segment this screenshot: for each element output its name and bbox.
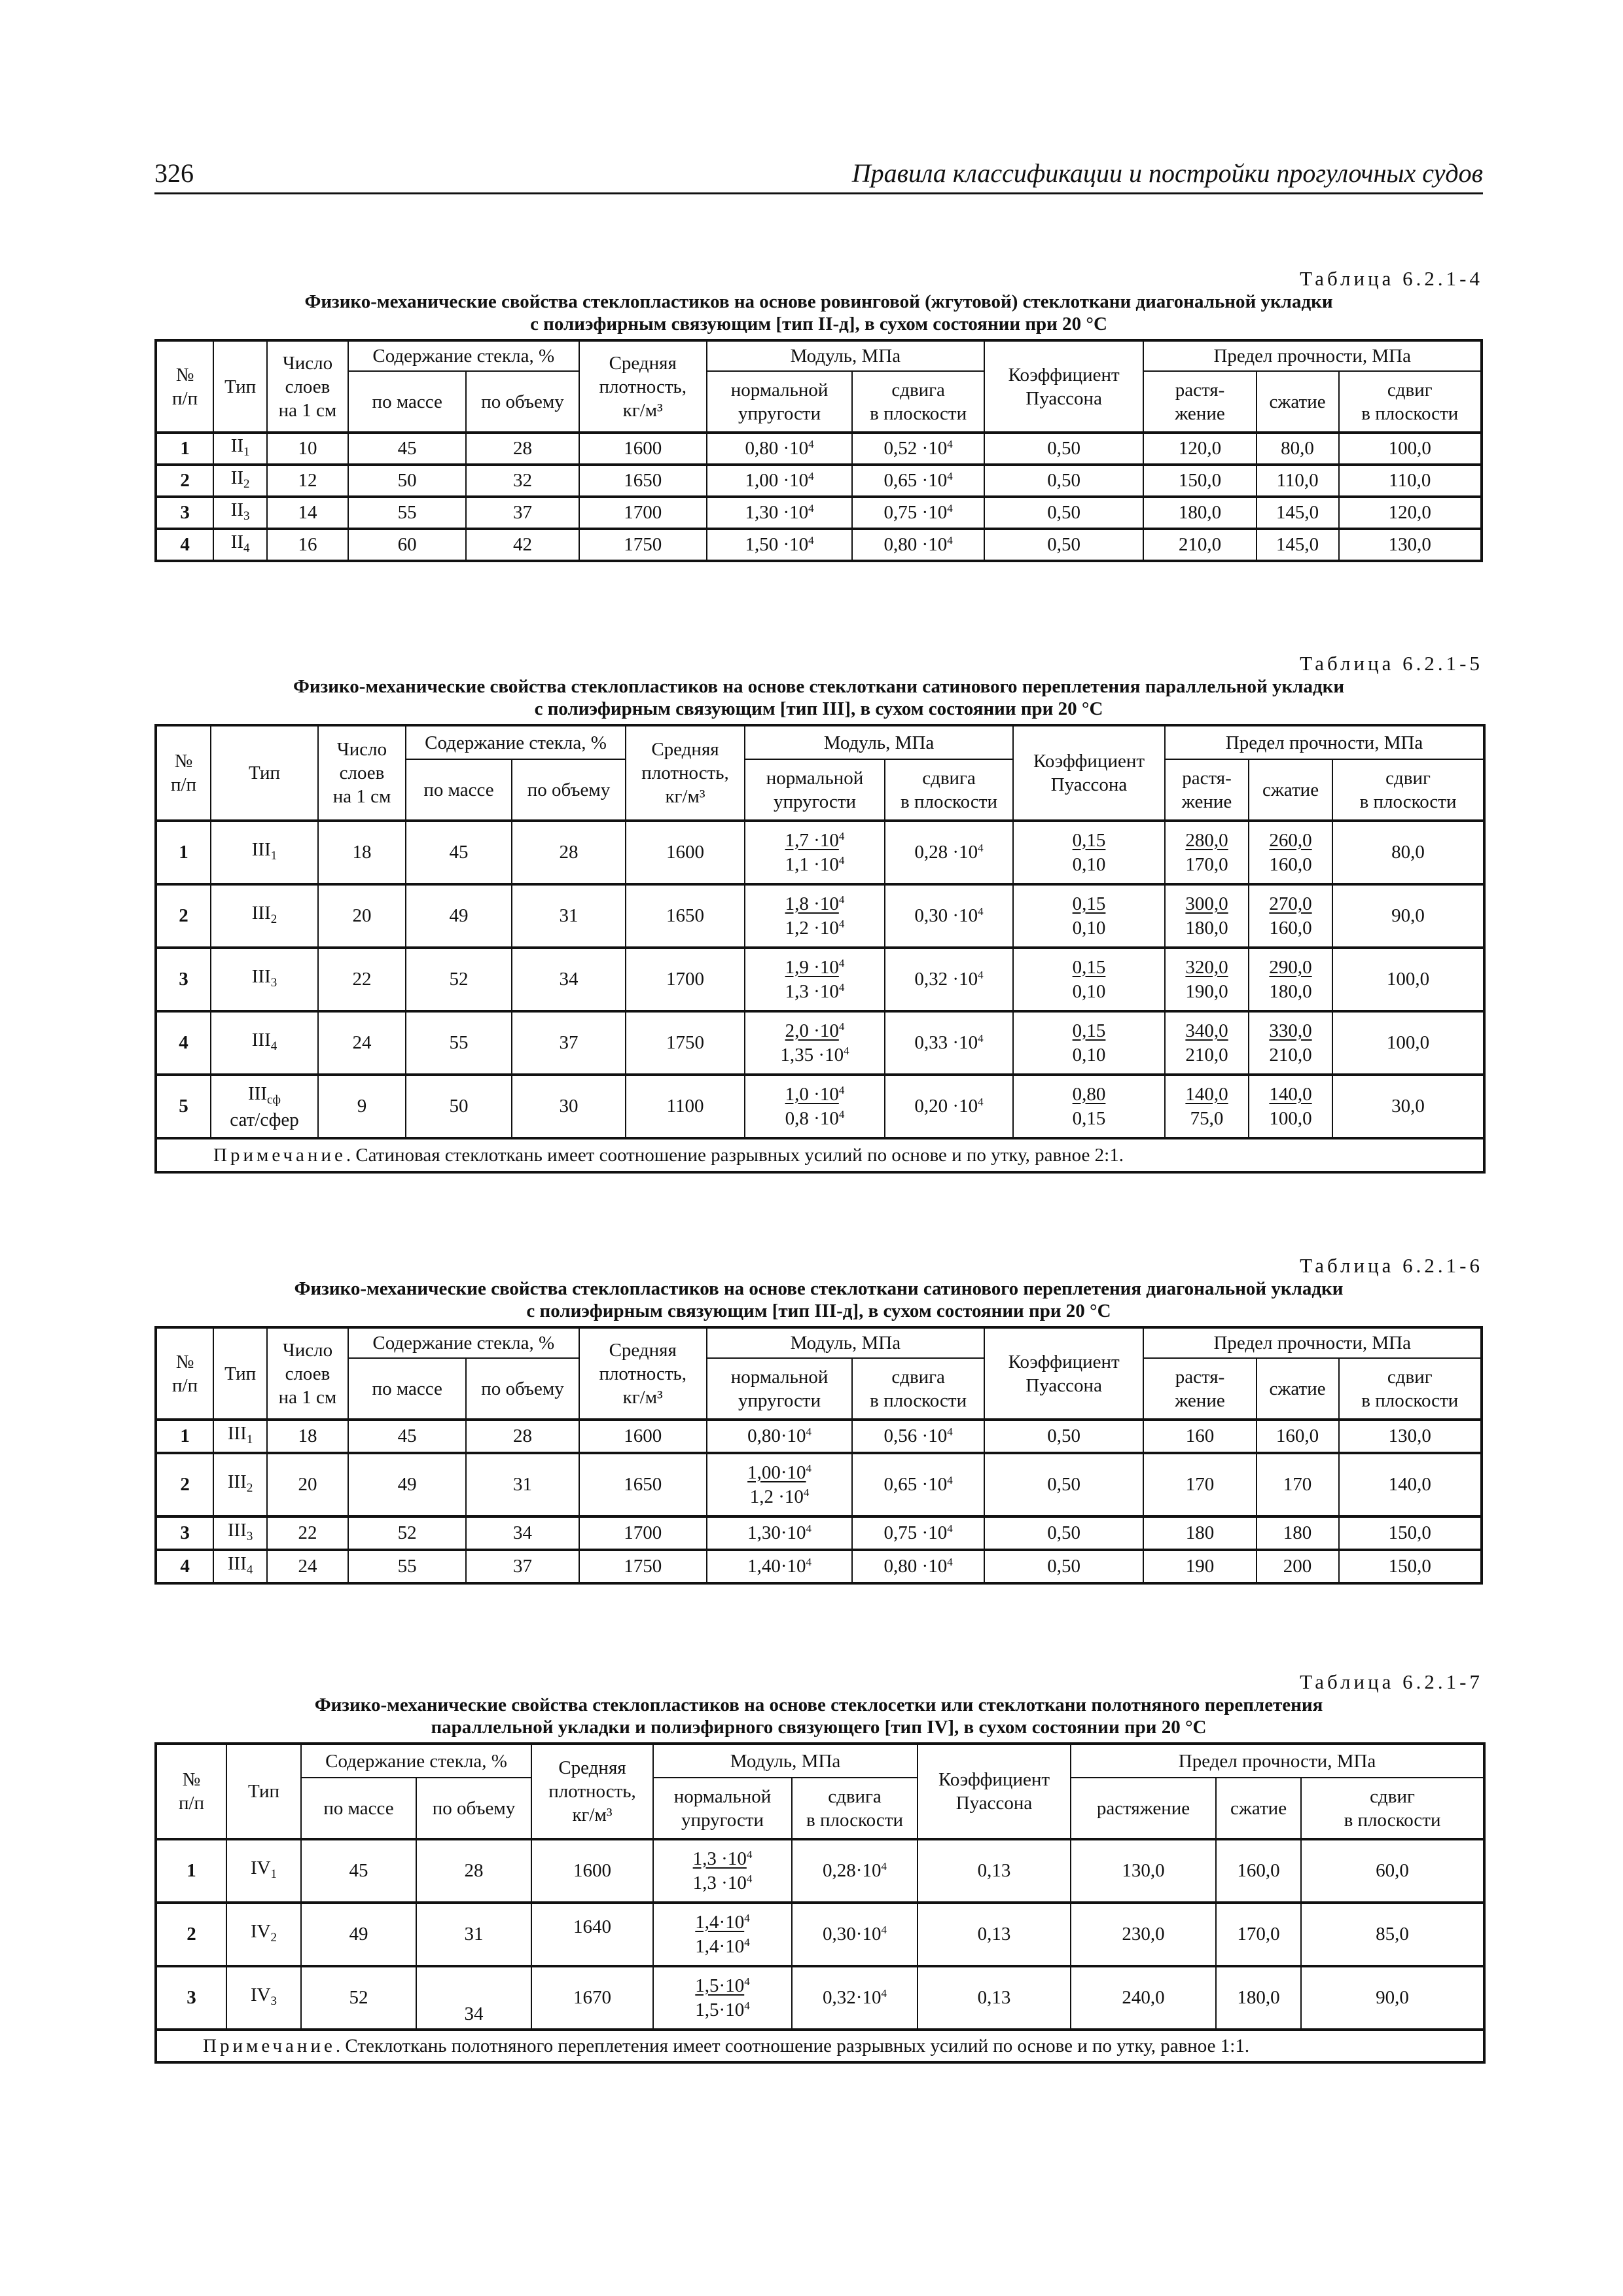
cell-normal-modulus: $1,5\cdot 10^4$ $1,5\cdot 10^4$ (653, 1966, 792, 2030)
cell-type: $IV_3$ (226, 1966, 301, 2030)
header-by-volume: по объему (512, 759, 626, 821)
cell-volume: 28 (512, 821, 626, 884)
header-no: № п/п (156, 1327, 213, 1420)
cell-type: $III_4$ (211, 1011, 318, 1075)
cell-mass: 49 (348, 1453, 467, 1516)
cell-density: 1750 (579, 529, 707, 561)
header-normal-modulus: нормальной упругости (745, 759, 885, 821)
header-poisson: Коэффициент Пуассона (1013, 725, 1165, 821)
cell-type: $II_1$ (213, 433, 267, 465)
cell-compression: $\frac{290,0}{180,0}$ (1249, 948, 1332, 1011)
cell-shear-modulus: $0,56 \cdot 10^4$ (852, 1420, 984, 1453)
cell-no: 1 (156, 821, 211, 884)
cell-volume: 31 (416, 1903, 531, 1966)
cell-tension: 130,0 (1071, 1839, 1216, 1903)
cell-shear-modulus: $0,65 \cdot 10^4$ (852, 465, 984, 497)
cell-shear-modulus: $0,30\cdot 10^4$ (792, 1903, 918, 1966)
cell-volume: 28 (466, 433, 579, 465)
header-shear-modulus: сдвига в плоскости (852, 1358, 984, 1420)
header-no: № п/п (156, 1744, 226, 1839)
cell-density: 1700 (579, 497, 707, 529)
header-modulus: Модуль, МПа (707, 1327, 984, 1358)
cell-no: 3 (156, 497, 213, 529)
header-shear-modulus: сдвига в плоскости (852, 371, 984, 433)
table-block-6-2-1-6 (154, 1254, 1483, 1585)
cell-no: 3 (156, 1966, 226, 2030)
cell-no: 4 (156, 1550, 213, 1583)
cell-shear-modulus: $0,32 \cdot 10^4$ (885, 948, 1013, 1011)
cell-inplane-shear: 100,0 (1339, 433, 1482, 465)
cell-mass: 45 (301, 1839, 416, 1903)
cell-tension: 190 (1143, 1550, 1256, 1583)
cell-volume: 28 (416, 1839, 531, 1903)
cell-density: 1600 (579, 433, 707, 465)
cell-compression: 170,0 (1216, 1903, 1301, 1966)
cell-type: $III_1$ (211, 821, 318, 884)
cell-compression: 200 (1257, 1550, 1339, 1583)
cell-compression: 170 (1257, 1453, 1339, 1516)
cell-compression: $\frac{260,0}{160,0}$ (1249, 821, 1332, 884)
cell-layers: 22 (267, 1516, 348, 1550)
cell-layers: 12 (267, 465, 348, 497)
cell-layers: 14 (267, 497, 348, 529)
cell-shear-modulus: $0,75 \cdot 10^4$ (852, 1516, 984, 1550)
header-no: № п/п (156, 340, 213, 433)
cell-volume: 28 (466, 1420, 579, 1453)
cell-compression: $\frac{330,0}{210,0}$ (1249, 1011, 1332, 1075)
cell-density: 1600 (531, 1839, 653, 1903)
cell-tension: 180 (1143, 1516, 1256, 1550)
cell-type: $III_4$ (213, 1550, 267, 1583)
cell-type: $III_1$ (213, 1420, 267, 1453)
cell-density: 1650 (579, 465, 707, 497)
cell-mass: 52 (406, 948, 512, 1011)
cell-tension: 150,0 (1143, 465, 1256, 497)
table-caption-line1: Физико-механические свойства стеклопластиков на основе ровинговой (жгутовой) стеклоткани диагональной укладки (304, 291, 1333, 312)
table-caption-line2: параллельной укладки и полиэфирного связующего [тип IV], в сухом состоянии при 20 °С (431, 1717, 1207, 1738)
cell-normal-modulus: $0,80 \cdot 10^4$ (707, 433, 853, 465)
table-caption-line1: Физико-механические свойства стеклопластиков на основе стеклоткани сатинового переплетения диагональной укладки (294, 1278, 1344, 1299)
table-note: Примечание. Сатиновая стеклоткань имеет соотношение разрывных усилий по основе и по утку, равное 2:1. (156, 1138, 1484, 1172)
cell-volume: 32 (466, 465, 579, 497)
table-row (156, 821, 1484, 884)
cell-no: 2 (156, 465, 213, 497)
header-inplane-shear: сдвиг в плоскости (1332, 759, 1484, 821)
cell-poisson: $\frac{0,80}{0,15}$ (1013, 1075, 1165, 1138)
page-header (154, 156, 1483, 194)
cell-compression: 180,0 (1216, 1966, 1301, 2030)
table-row (156, 1550, 1482, 1583)
cell-poisson: 0,50 (984, 1420, 1144, 1453)
cell-mass: 45 (406, 821, 512, 884)
table-caption-line2: с полиэфирным связующим [тип III-д], в сухом состоянии при 20 °С (526, 1300, 1111, 1321)
cell-inplane-shear: 30,0 (1332, 1075, 1484, 1138)
cell-poisson: 0,50 (984, 497, 1144, 529)
cell-density: 1670 (531, 1966, 653, 2030)
cell-tension: 240,0 (1071, 1966, 1216, 2030)
cell-density: 1600 (626, 821, 745, 884)
header-by-mass: по массе (301, 1778, 416, 1839)
cell-poisson: 0,13 (918, 1966, 1071, 2030)
cell-type: $III_3$ (211, 948, 318, 1011)
header-by-mass: по массе (406, 759, 512, 821)
cell-density: 1750 (579, 1550, 707, 1583)
header-density: Средняя плотность, кг/м³ (626, 725, 745, 821)
cell-inplane-shear: 150,0 (1339, 1550, 1482, 1583)
cell-type: $IV_2$ (226, 1903, 301, 1966)
data-table (154, 724, 1486, 1174)
table-block-6-2-1-7 (154, 1670, 1483, 2064)
header-poisson: Коэффициент Пуассона (918, 1744, 1071, 1839)
cell-shear-modulus: $0,52 \cdot 10^4$ (852, 433, 984, 465)
header-inplane-shear: сдвиг в плоскости (1339, 1358, 1482, 1420)
cell-mass: 55 (406, 1011, 512, 1075)
cell-poisson: $\frac{0,15}{0,10}$ (1013, 884, 1165, 948)
table-caption-line2: с полиэфирным связующим [тип III], в сухом состоянии при 20 °С (534, 698, 1103, 719)
table-caption-line2: с полиэфирным связующим [тип II-д], в сухом состоянии при 20 °С (530, 314, 1107, 334)
cell-no: 1 (156, 433, 213, 465)
cell-no: 2 (156, 1453, 213, 1516)
cell-volume: 37 (466, 497, 579, 529)
cell-tension: 230,0 (1071, 1903, 1216, 1966)
cell-tension: $\frac{320,0}{190,0}$ (1165, 948, 1249, 1011)
cell-shear-modulus: $0,32\cdot 10^4$ (792, 1966, 918, 2030)
cell-normal-modulus: $1,4\cdot 10^4$ $1,4\cdot 10^4$ (653, 1903, 792, 1966)
cell-mass: 52 (348, 1516, 467, 1550)
cell-shear-modulus: $0,80 \cdot 10^4$ (852, 529, 984, 561)
cell-normal-modulus: $1,00\cdot 10^4$ $1,2 \cdot 10^4$ (707, 1453, 853, 1516)
cell-no: 2 (156, 1903, 226, 1966)
cell-poisson: 0,50 (984, 433, 1144, 465)
cell-inplane-shear: 110,0 (1339, 465, 1482, 497)
cell-inplane-shear: 90,0 (1301, 1966, 1484, 2030)
cell-inplane-shear: 90,0 (1332, 884, 1484, 948)
cell-normal-modulus: $0,80\cdot 10^4$ (707, 1420, 853, 1453)
table-row (156, 1966, 1484, 2030)
cell-tension: 120,0 (1143, 433, 1256, 465)
cell-layers: 20 (318, 884, 406, 948)
cell-inplane-shear: 120,0 (1339, 497, 1482, 529)
cell-mass: 55 (348, 1550, 467, 1583)
cell-normal-modulus: $1,40\cdot 10^4$ (707, 1550, 853, 1583)
cell-mass: 50 (406, 1075, 512, 1138)
cell-type: $III_2$ (213, 1453, 267, 1516)
cell-tension: 170 (1143, 1453, 1256, 1516)
cell-tension: 210,0 (1143, 529, 1256, 561)
header-density: Средняя плотность, кг/м³ (579, 340, 707, 433)
header-inplane-shear: сдвиг в плоскости (1301, 1778, 1484, 1839)
header-strength: Предел прочности, МПа (1071, 1744, 1484, 1778)
cell-density: 1700 (626, 948, 745, 1011)
cell-volume: 31 (512, 884, 626, 948)
cell-mass: 45 (348, 433, 467, 465)
cell-inplane-shear: 150,0 (1339, 1516, 1482, 1550)
cell-inplane-shear: 130,0 (1339, 1420, 1482, 1453)
cell-no: 3 (156, 1516, 213, 1550)
cell-poisson: 0,13 (918, 1903, 1071, 1966)
header-modulus: Модуль, МПа (745, 725, 1013, 759)
cell-volume: 37 (466, 1550, 579, 1583)
cell-no: 1 (156, 1420, 213, 1453)
cell-type: $III_3$ (213, 1516, 267, 1550)
header-glass-content: Содержание стекла, % (406, 725, 626, 759)
cell-normal-modulus: $1,50 \cdot 10^4$ (707, 529, 853, 561)
cell-volume: 37 (512, 1011, 626, 1075)
header-strength: Предел прочности, МПа (1143, 340, 1482, 371)
cell-shear-modulus: $0,28\cdot 10^4$ (792, 1839, 918, 1903)
table-row (156, 433, 1482, 465)
table-row (156, 1453, 1482, 1516)
cell-layers: 24 (318, 1011, 406, 1075)
header-tension: растя- жение (1143, 371, 1256, 433)
cell-compression: $\frac{270,0}{160,0}$ (1249, 884, 1332, 948)
header-no: № п/п (156, 725, 211, 821)
cell-density: 1100 (626, 1075, 745, 1138)
header-normal-modulus: нормальной упругости (707, 1358, 853, 1420)
table-row (156, 948, 1484, 1011)
cell-inplane-shear: 80,0 (1332, 821, 1484, 884)
cell-layers: 9 (318, 1075, 406, 1138)
table-label: Таблица 6.2.1-7 (1300, 1670, 1483, 1693)
header-compression: сжатие (1257, 371, 1339, 433)
cell-shear-modulus: $0,75 \cdot 10^4$ (852, 497, 984, 529)
header-compression: сжатие (1257, 1358, 1339, 1420)
table-note: Примечание. Стеклоткань полотняного переплетения имеет соотношение разрывных усилий по основе и по утку, равное 1:1. (156, 2030, 1484, 2062)
cell-density: 1650 (626, 884, 745, 948)
table-row (156, 497, 1482, 529)
cell-mass: 45 (348, 1420, 467, 1453)
cell-mass: 60 (348, 529, 467, 561)
cell-layers: 22 (318, 948, 406, 1011)
header-strength: Предел прочности, МПа (1143, 1327, 1482, 1358)
cell-type: $IV_1$ (226, 1839, 301, 1903)
header-layers: Число слоев на 1 см (267, 340, 348, 433)
cell-no: 4 (156, 1011, 211, 1075)
cell-volume: 34 (466, 1516, 579, 1550)
table-label: Таблица 6.2.1-4 (1300, 267, 1483, 290)
cell-tension: $\frac{340,0}{210,0}$ (1165, 1011, 1249, 1075)
cell-compression: 80,0 (1257, 433, 1339, 465)
header-normal-modulus: нормальной упругости (653, 1778, 792, 1839)
cell-shear-modulus: $0,33 \cdot 10^4$ (885, 1011, 1013, 1075)
table-row (156, 1420, 1482, 1453)
cell-layers: 18 (267, 1420, 348, 1453)
cell-volume: 30 (512, 1075, 626, 1138)
header-type: Тип (213, 1327, 267, 1420)
header-tension: растяжение (1071, 1778, 1216, 1839)
cell-shear-modulus: $0,80 \cdot 10^4$ (852, 1550, 984, 1583)
cell-volume: 31 (466, 1453, 579, 1516)
cell-inplane-shear: 100,0 (1332, 1011, 1484, 1075)
cell-tension: 180,0 (1143, 497, 1256, 529)
header-glass-content: Содержание стекла, % (301, 1744, 531, 1778)
header-shear-modulus: сдвига в плоскости (792, 1778, 918, 1839)
cell-no: 5 (156, 1075, 211, 1138)
cell-no: 2 (156, 884, 211, 948)
table-row (156, 1903, 1484, 1966)
cell-type: $III_{сф}$ сат/сфер (211, 1075, 318, 1138)
table-block-6-2-1-5 (154, 652, 1483, 1174)
cell-volume: 34 (512, 948, 626, 1011)
data-table (154, 1326, 1483, 1585)
header-by-mass: по массе (348, 371, 467, 433)
cell-mass: 52 (301, 1966, 416, 2030)
header-by-mass: по массе (348, 1358, 467, 1420)
cell-poisson: 0,50 (984, 1453, 1144, 1516)
header-by-volume: по объему (466, 371, 579, 433)
header-modulus: Модуль, МПа (653, 1744, 918, 1778)
cell-poisson: 0,13 (918, 1839, 1071, 1903)
cell-compression: 180 (1257, 1516, 1339, 1550)
cell-layers: 16 (267, 529, 348, 561)
cell-tension: $\frac{280,0}{170,0}$ (1165, 821, 1249, 884)
cell-poisson: $\frac{0,15}{0,10}$ (1013, 821, 1165, 884)
data-table (154, 1742, 1486, 2064)
cell-tension: $\frac{300,0}{180,0}$ (1165, 884, 1249, 948)
table-row (156, 1839, 1484, 1903)
table-row (156, 884, 1484, 948)
cell-shear-modulus: $0,30 \cdot 10^4$ (885, 884, 1013, 948)
cell-normal-modulus: $1,8 \cdot 10^4$ $1,2 \cdot 10^4$ (745, 884, 885, 948)
header-shear-modulus: сдвига в плоскости (885, 759, 1013, 821)
header-tension: растя- жение (1143, 1358, 1256, 1420)
cell-layers: 20 (267, 1453, 348, 1516)
table-label: Таблица 6.2.1-5 (1300, 652, 1483, 675)
cell-compression: 160,0 (1257, 1420, 1339, 1453)
cell-inplane-shear: 140,0 (1339, 1453, 1482, 1516)
cell-normal-modulus: $1,30\cdot 10^4$ (707, 1516, 853, 1550)
data-table (154, 339, 1483, 562)
cell-volume: 34 (416, 1966, 531, 2030)
cell-density: 1600 (579, 1420, 707, 1453)
cell-shear-modulus: $0,28 \cdot 10^4$ (885, 821, 1013, 884)
cell-type: $II_2$ (213, 465, 267, 497)
header-strength: Предел прочности, МПа (1165, 725, 1484, 759)
header-layers: Число слоев на 1 см (318, 725, 406, 821)
cell-layers: 10 (267, 433, 348, 465)
header-glass-content: Содержание стекла, % (348, 340, 579, 371)
table-row (156, 1516, 1482, 1550)
header-type: Тип (226, 1744, 301, 1839)
cell-poisson: $\frac{0,15}{0,10}$ (1013, 948, 1165, 1011)
cell-mass: 55 (348, 497, 467, 529)
table-row (156, 465, 1482, 497)
cell-type: $II_3$ (213, 497, 267, 529)
header-by-volume: по объему (416, 1778, 531, 1839)
cell-compression: $\frac{140,0}{100,0}$ (1249, 1075, 1332, 1138)
cell-type: $III_2$ (211, 884, 318, 948)
table-caption-line1: Физико-механические свойства стеклопластиков на основе стеклоткани сатинового переплетения параллельной укладки (293, 676, 1345, 697)
cell-normal-modulus: $1,00 \cdot 10^4$ (707, 465, 853, 497)
cell-mass: 49 (406, 884, 512, 948)
header-compression: сжатие (1249, 759, 1332, 821)
table-row (156, 529, 1482, 561)
cell-normal-modulus: $1,3 \cdot 10^4$ $1,3 \cdot 10^4$ (653, 1839, 792, 1903)
cell-normal-modulus: $1,7 \cdot 10^4$ $1,1 \cdot 10^4$ (745, 821, 885, 884)
header-inplane-shear: сдвиг в плоскости (1339, 371, 1482, 433)
table-row (156, 1075, 1484, 1138)
header-layers: Число слоев на 1 см (267, 1327, 348, 1420)
cell-tension: $\frac{140,0}{75,0}$ (1165, 1075, 1249, 1138)
cell-no: 1 (156, 1839, 226, 1903)
running-title: Правила классификации и постройки прогулочных судов (851, 158, 1483, 188)
cell-density: 1750 (626, 1011, 745, 1075)
table-caption-line1: Физико-механические свойства стеклопластиков на основе стеклосетки или стеклоткани полотняного переплетения (314, 1695, 1323, 1715)
table-label: Таблица 6.2.1-6 (1300, 1254, 1483, 1277)
cell-poisson: 0,50 (984, 529, 1144, 561)
cell-compression: 160,0 (1216, 1839, 1301, 1903)
page-number: 326 (154, 158, 194, 188)
cell-mass: 50 (348, 465, 467, 497)
cell-density: 1650 (579, 1453, 707, 1516)
cell-inplane-shear: 130,0 (1339, 529, 1482, 561)
cell-density: 1640 (531, 1903, 653, 1966)
cell-poisson: 0,50 (984, 465, 1144, 497)
header-type: Тип (211, 725, 318, 821)
cell-inplane-shear: 85,0 (1301, 1903, 1484, 1966)
header-type: Тип (213, 340, 267, 433)
cell-layers: 18 (318, 821, 406, 884)
cell-normal-modulus: $1,0 \cdot 10^4$ $0,8 \cdot 10^4$ (745, 1075, 885, 1138)
header-poisson: Коэффициент Пуассона (984, 1327, 1144, 1420)
cell-normal-modulus: $2,0 \cdot 10^4$ $1,35 \cdot 10^4$ (745, 1011, 885, 1075)
cell-normal-modulus: $1,30 \cdot 10^4$ (707, 497, 853, 529)
cell-volume: 42 (466, 529, 579, 561)
cell-inplane-shear: 60,0 (1301, 1839, 1484, 1903)
table-block-6-2-1-4 (154, 267, 1483, 562)
cell-compression: 110,0 (1257, 465, 1339, 497)
cell-mass: 49 (301, 1903, 416, 1966)
header-normal-modulus: нормальной упругости (707, 371, 853, 433)
header-tension: растя- жение (1165, 759, 1249, 821)
header-density: Средняя плотность, кг/м³ (531, 1744, 653, 1839)
header-density: Средняя плотность, кг/м³ (579, 1327, 707, 1420)
header-poisson: Коэффициент Пуассона (984, 340, 1144, 433)
cell-normal-modulus: $1,9 \cdot 10^4$ $1,3 \cdot 10^4$ (745, 948, 885, 1011)
cell-layers: 24 (267, 1550, 348, 1583)
header-modulus: Модуль, МПа (707, 340, 984, 371)
header-glass-content: Содержание стекла, % (348, 1327, 579, 1358)
cell-inplane-shear: 100,0 (1332, 948, 1484, 1011)
cell-type: $II_4$ (213, 529, 267, 561)
cell-density: 1700 (579, 1516, 707, 1550)
cell-tension: 160 (1143, 1420, 1256, 1453)
cell-shear-modulus: $0,65 \cdot 10^4$ (852, 1453, 984, 1516)
cell-poisson: $\frac{0,15}{0,10}$ (1013, 1011, 1165, 1075)
header-by-volume: по объему (466, 1358, 579, 1420)
cell-compression: 145,0 (1257, 497, 1339, 529)
cell-no: 4 (156, 529, 213, 561)
cell-no: 3 (156, 948, 211, 1011)
table-row (156, 1011, 1484, 1075)
cell-compression: 145,0 (1257, 529, 1339, 561)
cell-poisson: 0,50 (984, 1550, 1144, 1583)
cell-poisson: 0,50 (984, 1516, 1144, 1550)
cell-shear-modulus: $0,20 \cdot 10^4$ (885, 1075, 1013, 1138)
header-compression: сжатие (1216, 1778, 1301, 1839)
